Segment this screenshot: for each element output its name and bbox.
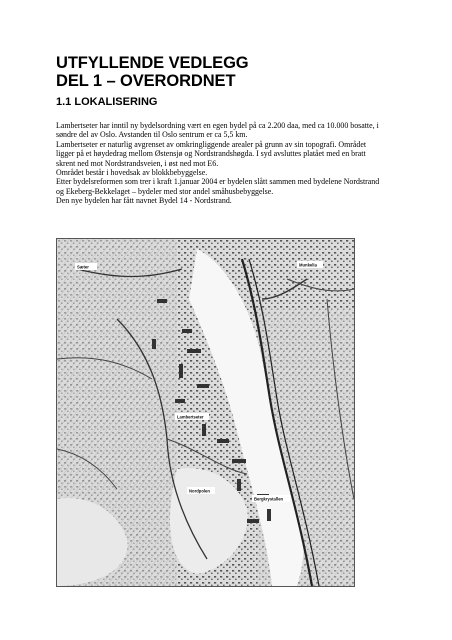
paragraph-line: Den nye bydelen har fått navnet Bydel 14 - Nordstrand. (56, 196, 232, 206)
map-label-mid: Nordpolen (189, 488, 210, 494)
paragraph-line: søndre del av Oslo. Avstanden til Oslo sentrum er ca 5,5 km. (56, 130, 248, 140)
title-line-1: UTFYLLENDE VEDLEGG (56, 54, 249, 72)
body-paragraph (56, 121, 401, 206)
map-image (57, 239, 354, 586)
paragraph-line: Lambertseter er naturlig avgrenset av omkringliggende arealer på grunn av sin topografi. Området (56, 139, 367, 149)
map-label-ne: Munkelia (299, 262, 317, 268)
paragraph-line: Området består i hovedsak av blokkbebyggelse. (56, 168, 208, 178)
map-label-nw: Sæter (77, 264, 89, 270)
document-title (56, 54, 249, 90)
map-label-center: Lambertseter (177, 414, 204, 420)
paragraph-line: Etter bydelsreformen som trer i kraft 1.januar 2004 er bydelen slått sammen med bydelene Nordstrand (56, 177, 380, 187)
paragraph-line: og Ekeberg-Bekkelaget – bydeler med stor andel småhusbebyggelse. (56, 186, 274, 196)
section-heading: 1.1 LOKALISERING (56, 96, 158, 108)
paragraph-line: Lambertseter har inntil ny bydelsordning vært en egen bydel på ca 2.200 daa, med ca 10.000 bosatte, i (56, 121, 379, 130)
title-line-2: DEL 1 – OVERORDNET (56, 72, 236, 90)
location-map (56, 238, 355, 587)
map-label-se: Bergkrystallen (254, 496, 284, 502)
paragraph-line: skrent ned mot Nordstrandsveien, i øst ned mot E6. (56, 158, 219, 168)
paragraph-line: ligger på et høydedrag mellom Østensjø og Nordstrandshøgda. I syd avsluttes platået med en bratt (56, 149, 366, 159)
